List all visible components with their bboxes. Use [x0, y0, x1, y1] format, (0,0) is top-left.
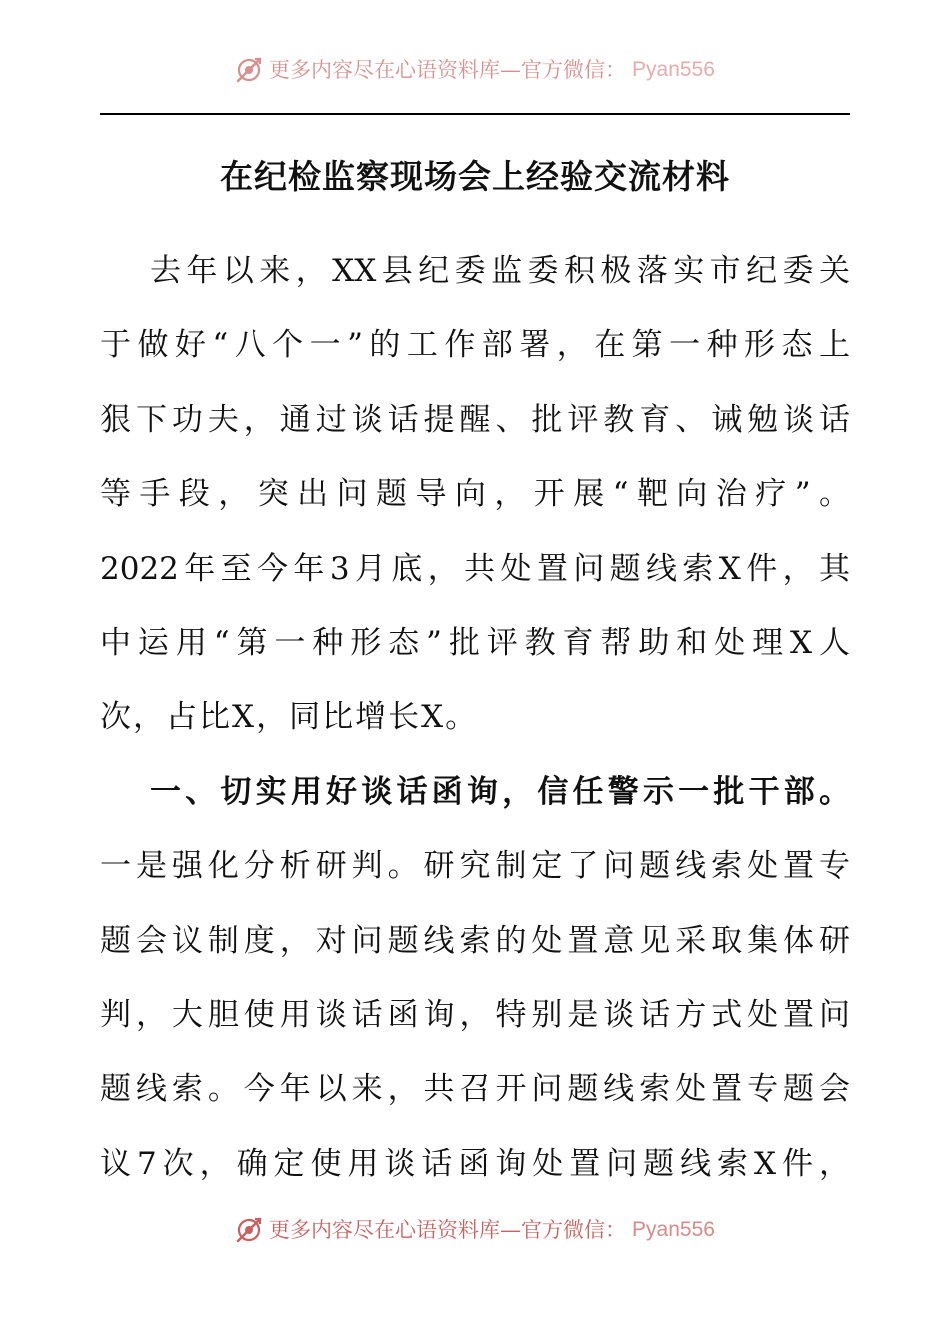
- body-line: 一是强化分析研判。研究制定了问题线索处置专: [100, 848, 850, 885]
- brand-logo-icon: [235, 1216, 263, 1244]
- body-line: 去年以来，XX县纪委监委积极落实市纪委关: [150, 253, 850, 289]
- watermark: [235, 48, 715, 92]
- header-divider: [100, 113, 850, 115]
- footer-watermark: [0, 1208, 950, 1252]
- body-line: 题会议制度，对问题线索的处置意见采取集体研: [100, 922, 850, 959]
- watermark-wechat-id: Pyan556: [632, 1218, 715, 1241]
- body-line: 2022年至今年3月底，共处置问题线索X件，其: [100, 550, 850, 587]
- document-title: 在纪检监察现场会上经验交流材料: [220, 157, 730, 196]
- body-line: 议7次，确定使用谈话函询处置问题线索X件，: [100, 1145, 850, 1182]
- section-heading: 一、切实用好谈话函询，信任警示一批干部。: [150, 773, 850, 810]
- body-line: 题线索。今年以来，共召开问题线索处置专题会: [100, 1071, 850, 1108]
- body-line: 次，占比X，同比增长X。: [100, 699, 479, 736]
- watermark-text: 更多内容尽在心语资料库—官方微信：: [269, 58, 627, 82]
- body-line: 中运用“第一种形态”批评教育帮助和处理X人: [100, 624, 850, 661]
- body-line: 判，大胆使用谈话函询，特别是谈话方式处置问: [100, 996, 850, 1033]
- watermark-wechat-id: Pyan556: [632, 58, 715, 81]
- watermark-text: 更多内容尽在心语资料库—官方微信：: [269, 1218, 627, 1242]
- body-line: 于做好“八个一”的工作部署，在第一种形态上: [100, 327, 850, 364]
- body-line: 狠下功夫，通过谈话提醒、批评教育、诫勉谈话: [100, 401, 850, 438]
- brand-logo-icon: [235, 56, 263, 84]
- watermark: [235, 1208, 715, 1252]
- body-line: 等手段，突出问题导向，开展“靶向治疗”。: [100, 476, 850, 513]
- header-watermark: [0, 48, 950, 92]
- document-body: [100, 234, 850, 1201]
